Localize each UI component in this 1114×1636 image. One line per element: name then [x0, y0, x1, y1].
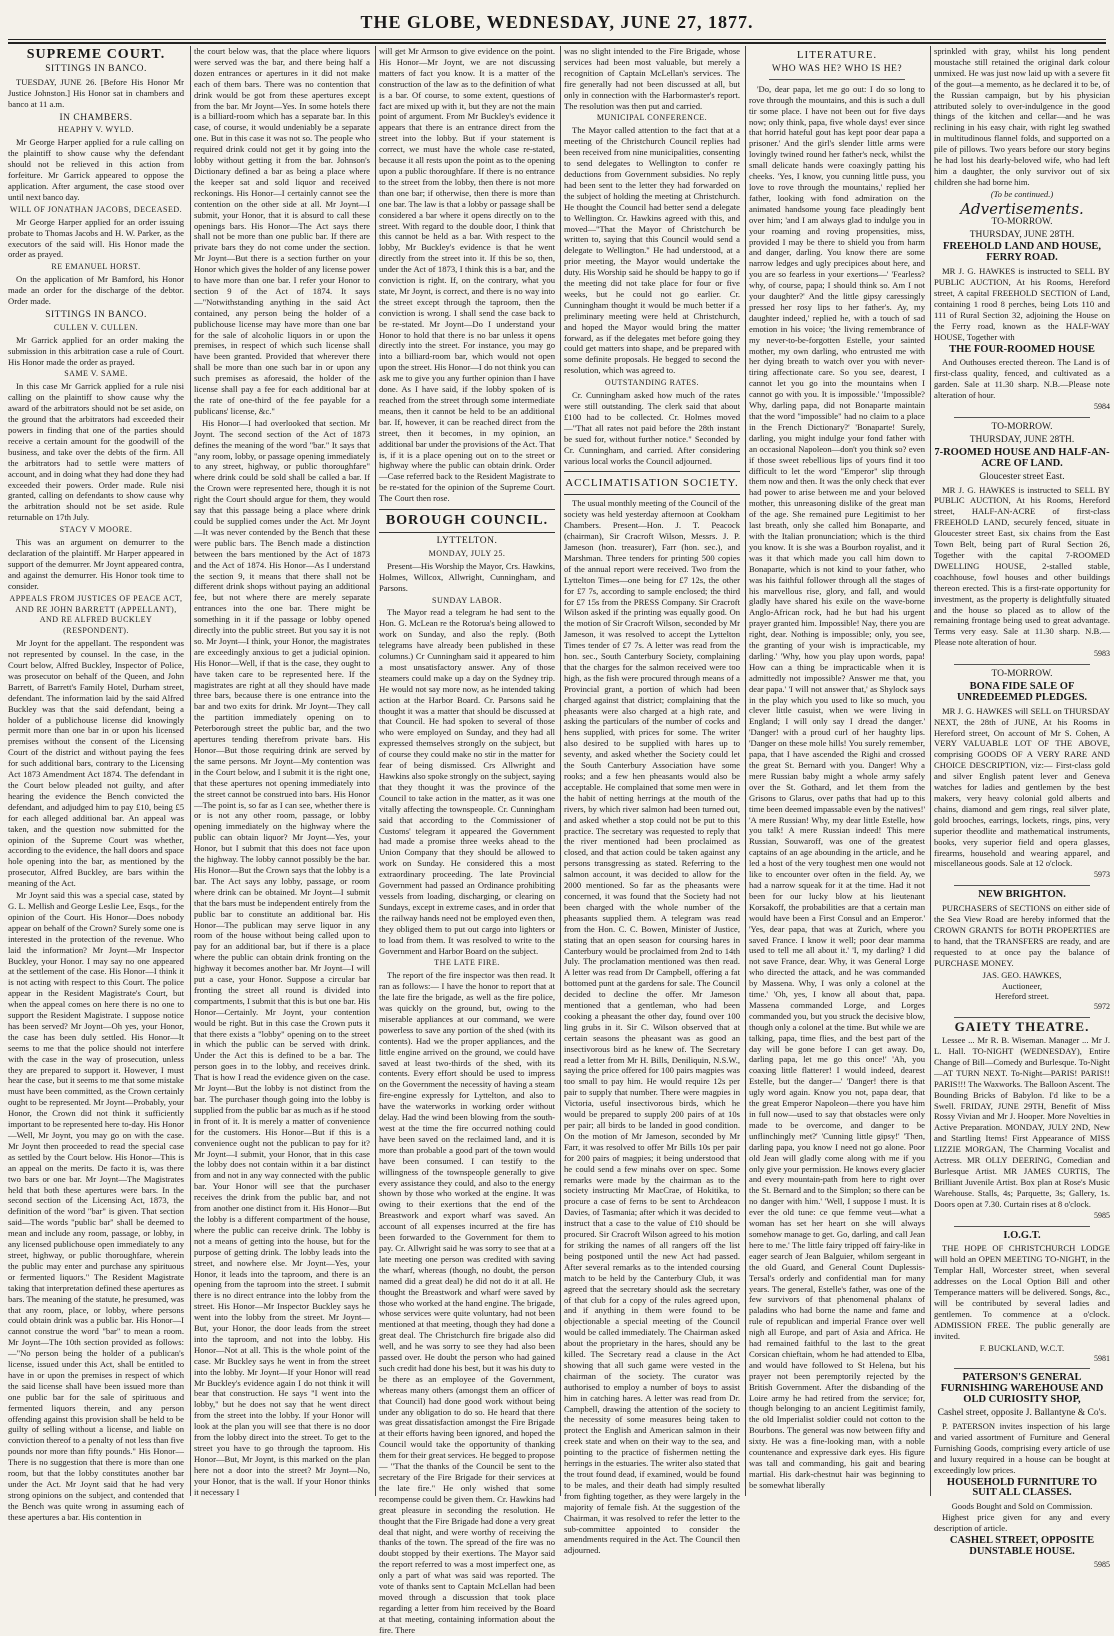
- ad-title: BONA FIDE SALE OF UNREDEEMED PLEDGES.: [956, 680, 1088, 703]
- case-title: APPEALS FROM JUSTICES OF PEACE ACT, AND RE JOHN BARRETT (APPELLANT), AND RE ALFRED BUCKLEY (RESPONDENT).: [9, 593, 183, 636]
- ad-number: 5985: [1094, 1210, 1110, 1220]
- article-paragraph: In this case Mr Garrick applied for a rule nisi calling on the plaintiff to show cause why the award of the arbitrators should not be set aside, on the ground that the arbitrators had exceeded their powers in finding that one of the parties should receive a certain amount for the goodwill of the business, and take over the debts of the firm. All the arbitrators had to settle were matters of account, and in doing what they had done they had exceeded their powers. Order made. Rule nisi granted, calling on defendants to show cause why the arbitration should not be set aside. Rule returnable on 17th July.: [8, 381, 184, 523]
- masthead-rule: [8, 39, 1106, 40]
- column-advertisements: [934, 46, 1110, 1569]
- article-date: MONDAY, JULY 25.: [428, 548, 506, 558]
- article-paragraph: The usual monthly meeting of the Council of the society was held yesterday afternoon at Cookham Chambers. Present—Hon. J. T. Peacock (chairman), Sir Cracroft Wilson, Messrs. J. P. Jameson (hon. treasurer), Farr (hon. sec.), and Marshman. Three tenders for printing 500 copies of the annual report were received. Two from the Lyttelton Times—one being for £7 12s, the other for £7 7s, according to sample enclosed; the third for £7 15s from the PRESS Company. Sir Cracroft Wilson asked if the printing was equally good. On the motion of Sir Cracroft Wilson, seconded by Mr Jameson, it was resolved to accept the Lyttelton Times tender of £7 7s. A letter was read from the hon. sec., South Canterbury Society, complaining that the charges for the salmon received were too high, as the fish were procured through means of a Provincial grant, a portion of which had been charged against that district; complaining that the pheasants were also charged at a high rate, and asking the particulars of the number of cocks and hens supplied, with prices for some. The writer also desired to be supplied with hares up to seventy, and asked whether the Society could let the South Canterbury Association have some rooks; and a few hen pheasants would also be acceptable. He complained that some men were in the habit of netting herrings at the mouth of the rivers, by which river salmon had been turned out, and asked whether a stop could not be put to this practice. The secretary was requested to reply that the river mentioned had been proclaimed as closed, and that action could be taken against any persons transgressing as stated. Referring to the salmon account, it was decided to allow for the 2000 mentioned. So far as the pheasants were concerned, it was found that the Society had not been charged with the whole number of the pheasants supplied them. A telegram was read from the Hon. C. C. Bowen, Minister of Justice, stating that an open season for coursing hares in Canterbury would be proclaimed from 2nd to 14th July. The proclamation mentioned was then read. A letter was read from Dr Campbell, offering a fat bottomed punt at the gardens for sale. The Council decided to decline the offer. Mr Jameson mentioned that a gentleman, who had been cooking a pheasant the other day, found over 100 ling grubs in it. Sir C. Wilson observed that at certain seasons the pheasant was as good an insectivorous bird as he knew of. The Secretary read a letter from Mr H. Bills, Deniliquin, N.S.W., saying the price offered for 100 pairs magpies was too small to pay him. He would require 12s per pair to supply that number. There were magpies in Victoria, useful insectivorous birds, which he would be prepared to supply 200 pairs of at 10s per pair; all birds to be landed in good condition. On the motion of Mr Jameson, seconded by Mr Farr, it was resolved to offer Mr Bills 10s per pair for 200 pairs of magpies; it being understood that he could send a few minahs over on spec. Some remarks were made by the chairman as to the society instructing Mr MacCrae, of Hokitika, to procure a case of ferns to be sent to Archdeacon Davies, of Tasmania; after which it was decided to instruct that a case to the value of £10 should be procured. Sir Cracroft Wilson agreed to his motion for striking the names of all rangers off the list being postponed until the new Act had passed. After several remarks as to the intended coursing match to be held by the Canterbury Club, it was agreed that the secretary should ask the secretary of that club for a copy of the rules agreed upon, and if anything in them were found to be objectionable a special meeting of the Council would be called immediately. The Chairman asked about the proprietary in the hares, should any be killed. The Secretary read a clause in the Act showing that all such game were vested in the chairman of the society. The curator was authorised to employ a number of boys to assist him in catching hares. A letter was read from Dr. Campbell, drawing the attention of the society to the necessity of some measures being taken to protect the English and American salmon in their creek state and when on their way to the sea, and pointing to the practice of fishermen netting the herrings in the estuaries. The writer also stated that the trout found dead, if examined, would be found to be males, and their death had simply resulted from fighting together, as they were largely in the majority of female fish. At the suggestion of the Chairman, it was resolved to refer the letter to the sub-committee appointed to consider the amendments required in the Act. The Council then adjourned.: [564, 498, 740, 1556]
- column-separator: [190, 46, 191, 1496]
- section-subheading: THE LATE FIRE.: [434, 958, 500, 968]
- ad-location: Gloucester street East.: [979, 471, 1065, 482]
- article-paragraph: Mr George Harper applied for a rule calling on the plaintiff to show cause why the defendant should not be relieved in this action from forfeiture. Mr Garrick appeared to oppose the application. After argument, the case stood over until next banco day.: [8, 137, 184, 202]
- section-subheading: SUNDAY LABOR.: [432, 595, 502, 605]
- ad-title: PATERSON'S GENERAL FURNISHING WAREHOUSE AND OLD CURIOSITY SHOP,: [940, 1372, 1104, 1406]
- divider: [954, 664, 1090, 665]
- article-paragraph: was no slight intended to the Fire Brigade, whose services had been most valuable, but merely a recognition of Captain McLellan's services. The fire generally had not been discussed at all, but only in connection with the Harbormaster's report. The resolution was then put and carried.: [564, 46, 740, 111]
- ad-subtitle: HOUSEHOLD FURNITURE TO SUIT ALL CLASSES.: [946, 1476, 1098, 1499]
- case-title: STACY V MOORE.: [59, 525, 133, 535]
- ad-title: FREEHOLD LAND AND HOUSE, FERRY ROAD.: [942, 241, 1102, 264]
- section-heading: ACCLIMATISATION SOCIETY.: [565, 477, 739, 490]
- column-separator: [745, 46, 746, 1496]
- divider: [954, 417, 1090, 418]
- ad-number: 5983: [1094, 649, 1110, 659]
- ad-signature: JAS. GEO. HAWKES,: [982, 969, 1062, 980]
- masthead: [0, 4, 1114, 44]
- article-paragraph: Mr Joynt for the appellant. The respondent was not represented by counsel. In the case, in the Court below, Alfred Buckley, Inspector of Police, was prosecutor on behalf of the Queen, and John Barrett, of Barrett's Family Hotel, Durham street, defendant. The information laid by the said Alfred Buckley was that the said defendant, being a holder of a publichouse license did knowingly permit more than one bar in or upon his licensed premises without the consent of the Licensing Court of the district and without paying the fees for such additional bars, contrary to the Licensing Act 1873 Amendment Act 1874. The defendant in the Court below pleaded not guilty, and after hearing the evidence the Bench convicted the defendant, and adjudged him to pay £10, being £5 for each alleged additional bar. An appeal was taken, and the question now submitted for the opinion of the Supreme Court was whether, according to the evidence, the hall doors and space hole opening into the bar, as mentioned by the prosecutor, Alfred Buckley, are bars within the meaning of the Act.: [8, 638, 184, 889]
- ad-location: Cashel street, opposite J. Ballantyne & Co's.: [937, 1408, 1107, 1419]
- article-paragraph: His Honor—I had overlooked that section. Mr Joynt. The second section of the Act of 1873 defines the meaning of the word "bar." It says that "any room, lobby, or passage opening immediately to any street, highway, or public thoroughfare" where drink could be sold shall be called a bar. If the Crown were represented here, though it is not right the Court should argue for them, they would say that this passage being a place where drink could be supplied comes under the Act. Mr Joynt—It was never contended by the Bench that these were public bars. The Bench made a distinction between the bars mentioned by the Act of 1873 and the Act of 1874. His Honor—As I understand the section 9, it means that there shall not be different drink shops without paying an additional fee, but not where there are merely separate entrances into the one bar. There might be something in it if the passage or lobby opened directly into the public street. But you say it is not so. Mr Joynt—I think, your Honor, the magistrates are exceedingly anxious to get a judicial opinion. His Honor—Well, if that is the case, they ought to have taken care to be represented here. If the magistrates are right at all they should have made three bars, because there is one entrance into the bar and two exits for drink. Mr Joynt—They call the partition immediately opening on to Peterborough street the public bar, and the two apertures tending therefrom private bars. His Honor—But those requiring drink are served by the same persons. Mr Joynt—My contention was in the Court below, and I submit it is the right one, that these apertures not opening immediately into the street cannot be construed into bars. His Honor—The point is, so far as I can see, whether there is or is not any other room, passage, or lobby opening immediately on the highway where the public can obtain liquor? Mr Joynt—Yes, your Honor, but I submit that this does not face upon the highway. The lobby cannot possibly be the bar. His Honor—But the Crown says that the lobby is a bar. The Act says any lobby, passage, or room where drink can be obtained. Mr Joynt—I submit that the bars must be independent entirely from the public bar to constitute an additional bar. His Honor—The publican may serve liquor in any room of the house without being called upon to pay for an additional bar, but if there is a place where the public can obtain drink fronting on the highway it becomes another bar. Mr Joynt—I will put a case, your Honor. Suppose a circular bar fronting the street all round is divided into compartments, I submit that this is but one bar. His Honor—Certainly. Mr Joynt, your contention would be right. But in this case the Crown puts it that there exists a "lobby" opening on to the street in which the public can be served with drink. Under the Act this is defined to be a bar. The person goes in to the lobby, and receives drink. That is how I read the evidence given on the case. Mr Joynt—But the lobby is not distinct from the bar. The purchaser though going into the lobby is supplied from the public bar as much as if he stood in front of it. It is merely a matter of convenience for the customers. His Honor—But if this is a convenience ought not the publican to pay for it? Mr Joynt—I submit, your Honor, that in this case the lobby does not contain within it a bar distinct from and not in any way connected with the public bar. Your Honor will see that the purchaser receives the drink from the public bar, and not from another one distinct from it. His Honor—But the lobby is a different compartment of the house, where the public can receive drink. The lobby is not a means of getting into the house, but for the purpose of getting drink. The lobby leads into the street, and nowhere else. Mr Joynt—Yes, your Honor, it leads into the taproom, and there is an opening from the taproom into the street. I submit there is no direct entrance into the lobby from the street. His Honor—Mr Inspector Buckley says he went into the lobby from the street. Mr Joynt—But, your Honor, the door leads from the street into the taproom, and not into the lobby. His Honor—Not at all. This is the whole point of the case. Mr Buckley says he went in from the street into the lobby. Mr Joynt—If your Honor will read Mr Buckley's evidence again I do not think it will bear that construction. He says "I went into the lobby," but he does not say that he went direct from the street into the lobby. If your Honor will look at the plan you will see that there is no door from the lobby direct into the street. To get to the street you have to go through the taproom. His Honor—But, Mr Joynt, is this marked on the plan here not a door into the street? Mr Joynt—No, your Honor, that is the wall. If your Honor thinks it necessary I: [194, 417, 370, 1497]
- ad-title: I.O.G.T.: [1003, 1229, 1041, 1241]
- article-paragraph: The report of the fire inspector was then read. It ran as follows:— I have the honor to report that at the late fire the brigade, as well as the fire police, was quickly on the ground, but, owing to the miserable appliances at our command, we were powerless to save any portion of the shed (with its contents). Had we the proper appliances, and the little engine arrived on the ground, we could have saved at least two-thirds of the shed, with its contents. Every effort should be used to impress on the Government the necessity of having a steam fire-engine expressly for Lyttelton, and also to have the waterworks in working order without delay. Had the wind been blowing from the south-west at the time the fire occurred nothing could have been saved on the reclaimed land, and it is more than probable a good part of the town would have been consumed. I can testify to the willingness of the townspeople generally to give every assistance they could, and also to the energy shown by those who worked at the engine. It was owing to their exertions that the end of the Breastwork and export wharf was saved. An account of all expenses incurred at the fire has been forwarded to the Government for them to pay. Cr. Allwright said he was sorry to see that at a late meeting one person was credited with saving the wharf, whereas (though, no doubt, the person named did a great deal) he did not do it at all. He thought the Breastwork and wharf were saved by those who worked at the hand engine. The brigade, whose services were quite voluntary, had not been mentioned at that meeting, though they had done a great deal. The Christchurch fire brigade also did well, and he was sorry to see they had also been passed over. He doubt the person who had gained such credit had done his best, but it was his duty to be there as an employee of the Government, whereas many others (amongst them an officer of that Council) had done good work without being under any obligation to do so. He heard that there was great dissatisfaction amongst the Fire Brigade at their efforts having been ignored, and hoped the Council would take the opportunity of thanking them for their great services. He begged to propose— "That the thanks of the Council be sent to the secretary of the Fire Brigade for their services at the late fire." He only wished that some recompense could be given them. Cr. Hawkins had great pleasure in seconding the resolution. He thought that the Fire Brigade had done a very great deal that night, and were worthy of receiving the thanks of the town. The spread of the fire was no doubt stopped by their exertions. The Mayor said the report referred to was a most imperfect one, as only a part of what was said was reported. The vote of thanks sent to Captain McLellan had been moved through a discussion that took place regarding a letter from him received by the Board at that meeting, containing information about the fire. There: [379, 970, 555, 1635]
- ad-line: Goods Bought and Sold on Commission.: [951, 1501, 1093, 1512]
- section-subheading: OUTSTANDING RATES.: [604, 378, 700, 388]
- section-heading: BOROUGH COUNCIL.: [385, 513, 549, 529]
- case-title: SAME V. SAME.: [64, 369, 128, 379]
- ad-number: 5981: [1094, 1353, 1110, 1363]
- case-title: HEAPHY V. WYLD.: [57, 125, 135, 135]
- article-paragraph: Present—His Worship the Mayor, Crs. Hawkins, Holmes, Willcox, Allwright, Cunningham, and Parsons.: [379, 560, 555, 593]
- masthead-rule-thick: [8, 42, 1106, 44]
- article-paragraph: Mr Garrick applied for an order making the submission in this arbitration case a rule of Court. His Honor made the order as prayed.: [8, 334, 184, 367]
- section-heading: LITERATURE.: [796, 49, 878, 61]
- ad-body: P. PATERSON invites inspection of his large and varied assortment of Furniture and General Furnishing Goods, comprising every article of use and luxury required in a house can be bought at exceedingly low prices.: [934, 1421, 1110, 1475]
- ad-title: NEW BRIGHTON.: [978, 889, 1066, 901]
- ad-body: MR J. G. HAWKES is instructed to SELL BY PUBLIC AUCTION, At his Rooms, Hereford street, HALF-AN-ACRE of first-class FREEHOLD LAND, securely fenced, situate in Gloucester street East, six chains from the East Town Belt, being part of Rural Section 26, Together with the capital 7-ROOMED DWELLING HOUSE, 2-stalled stable, coachhouse, fowl houses and other buildings thereon erected. This is a first-rate opportunity for investment, as the property is delightfully situated and the house so placed as to allow of the remaining frontage being used to great advantage. Terms very easy. Sale at 11.30 sharp. N.B.—Please note alteration of hour.: [934, 484, 1110, 648]
- case-title: RE EMANUEL HORST.: [51, 262, 141, 272]
- article-paragraph: Mr George Harper applied for an order issuing probate to Thomas Jacobs and H. W. Parker, as the executors of the said will. His Honor made the order as prayed.: [8, 216, 184, 260]
- ad-signature: Auctioneer,: [1002, 980, 1042, 991]
- advertisements-heading: Advertisements.: [960, 199, 1084, 218]
- divider: [954, 1017, 1090, 1018]
- ad-number: 5984: [1094, 402, 1110, 412]
- story-title: WHO WAS HE? WHO IS HE?: [771, 63, 903, 74]
- column-literature: [749, 46, 925, 1496]
- story-text: sprinkled with gray, whilst his long pendent moustache still retained the original dark colour unmixed. He was just now laid up with a severe fit of the gout—a memento, as he declared it to be, of the Russian campaign, but by his physician attributed solely to over-indulgence in the good things of the kitchen and cellar—and he was reclining in his easy chair, with right leg swathed in multitudinous flannel folds, and supported on a pile of pillows. Two years before our story begins he had lost his dearly-beloved wife, who had left him a daughter, the only survivor out of six children she had borne him.: [934, 46, 1110, 187]
- article-paragraph: will get Mr Armson to give evidence on the point. His Honor—Mr Joynt, we are not discussing matters of fact you know. It is a matter of the construction of the law as to the definition of what is a bar. Of course, to some extent, questions of fact are mixed up with it, but they are not the main point of argument. From Mr Buckley's evidence it appears that there is an entrance direct from the street into the lobby. But if your statement is correct, we must have the whole case re-stated, because it all rests upon the point as to the opening upon a public thoroughfare. If there is no entrance to the street from the lobby, then there is not more than one bar; if otherwise, then there is more than one bar. The law is that a lobby or passage shall be considered a bar where it opens directly on to the street. With regard to the double door, I think that this cannot be held as a bar. With respect to the lobby, Mr Buckley's evidence is that he went directly from the street into it. If this be so, then, under the Act of 1873, I think this is a bar, and the conviction is right. If, on the contrary, what you state, Mr Joynt, is correct, and there is no way into the street except through the taproom, then the conviction is wrong. I shall send the case back to be re-stated. Mr Joynt—Do I understand your Honor to hold that there is no bar unless it opens directly into the street. For instance, you may go into a billiard-room bar, which would not open upon the street. His Honor—I do not think you can ask me to give you any further opinion than I have done. As I have said, if the lobby spoken of is reached from the street through some intermediate means, then it cannot be held to be an additional bar. If, however, it can be reached direct from the street, then it becomes, in my opinion, an additional bar under the provisions of the Act. That is, if it is a place opening out on to the street or highway where the public can obtain drink. Order—Case referred back to the Resident Magistrate to be re-stated for the opinion of the Supreme Court. The Court then rose.: [379, 46, 555, 504]
- ad-body: Highest price given for any and every description of article.: [934, 1512, 1110, 1534]
- ad-when: TO-MORROW.: [991, 216, 1053, 227]
- article-paragraph: The Mayor read a telegram he had sent to the Hon. G. McLean re the Rotorua's being allowed to work on Sunday, and also the reply. (Both telegrams have already been published in these columns.) Cr Cunningham said it appeared to him a most unsatisfactory answer. Any of those steamers could make up a day on the Sydney trip. He would not say more now, as he intended taking action at the Harbor Board. Cr. Parsons said he thought it was a matter that should be discussed at that Council. He had spoken to several of those who were employed on Sunday, and they had all expressed themselves strongly on the subject, but of course they could make no stir in the matter for fear of being dismissed. Crs Allwright and Hawkins also spoke strongly on the subject, saying that they thought it was the province of the Council to take action in the matter, as it was one vitally affecting the townspeople. Cr. Cunningham said that according to the Commissioner of Customs' telegram it appeared the Government had made a promise three weeks ahead to the Union Company that they should be allowed to work on Sunday. He considered this a most extraordinary proceeding. The late Provincial Government had passed an Ordinance prohibiting vessels from loading, discharging, or clearing on Sundays, except in extreme cases, and in order that the railway hands need not be employed even then, they obliged them to put out cargo into lighters or to load from them. It was resolved to write to the Government and Harbor Board on the subject.: [379, 607, 555, 956]
- ad-when: TO-MORROW.: [991, 669, 1053, 680]
- column-borough-council: [379, 46, 555, 1635]
- ad-body: MR J. G. HAWKES will SELL on THURSDAY NEXT, the 28th of JUNE, At his Rooms in Hereford street, On account of Mr S. Cohen, A VERY VALUABLE LOT OF THE ABOVE, comprising GOODS OF A VERY RARE AND CHOICE DESCRIPTION, viz:— First-class gold and silver English patent lever and Geneva watches for ladies and gentlemen by the best makers, very heavy colonial gold alberts and chains, diamond and gem rings, real silver plate, gold brooches, earrings, lockets, rings, pins, very superior theodlite and mathematical instruments, books, very superior field and opera glasses, firearms, household and wearing apparel, and miscellaneous goods. Sale at 12 o'clock.: [934, 705, 1110, 869]
- column-separator: [930, 46, 931, 1496]
- ad-number: 5985: [1094, 1559, 1110, 1569]
- masthead-title: THE GLOBE, WEDNESDAY, JUNE 27, 1877.: [360, 12, 754, 32]
- column-court-continued: [194, 46, 370, 1496]
- ad-signature: F. BUCKLAND, W.C.T.: [979, 1342, 1065, 1353]
- ad-body: Lessee ... Mr R. B. Wiseman. Manager ... Mr J. L. Hall. TO-NIGHT (WEDNESDAY), Entire Change of Bill—Comedy and Burlesque. To-Night—AT TURN NEXT. To-Night—PARIS! PARIS!! PARIS!!! The Waxworks. The Balloon Ascent. The Bounding Bricks of Babylon. I'd like to be a Swell. FRIDAY, JUNE 29TH, Benefit of Miss Rossy Vivian and Mr J. Hooper. More Novelties in Active Preparation. MONDAY, JULY 2ND, New and Startling Items! First Appearance of MISS LIZZIE MORGAN, The Charming Vocalist and Actress. MR OLLY DEERING, Comedian and Burlesque Artist. MR JAMES CURTIS, The Brilliant Juvenile Artist. Box plan at Rose's Music Warehouse. Stalls, 4s; Parquette, 3s; Gallery, 1s. Doors open at 7.30. Curtain rises at 8 o'clock.: [934, 1035, 1110, 1209]
- section-heading: SUPREME COURT.: [26, 47, 166, 62]
- ad-title: GAIETY THEATRE.: [954, 1019, 1090, 1035]
- ad-title: 7-ROOMED HOUSE AND HALF-AN-ACRE OF LAND.: [934, 446, 1110, 469]
- section-subheading: LYTTELTON.: [436, 535, 498, 546]
- divider: [954, 1368, 1090, 1369]
- column-separator: [560, 46, 561, 1496]
- section-subheading: SITTINGS IN BANCO.: [45, 309, 147, 320]
- section-subheading: IN CHAMBERS.: [59, 112, 133, 123]
- ad-number: 5973: [1094, 870, 1110, 880]
- case-title: WILL OF JONATHAN JACOBS, DECEASED.: [9, 204, 183, 214]
- divider: [769, 79, 905, 80]
- article-paragraph: This was an argument on demurrer to the declaration of the plaintiff. Mr Harper appeared in support of the demurrer. Mr Joynt appeared contra, and against the demurrer. His Honor took time to consider.: [8, 537, 184, 591]
- ad-date: THURSDAY, JUNE 28TH.: [969, 434, 1075, 445]
- to-be-continued: (To be continued.): [990, 188, 1054, 199]
- article-paragraph: Cr. Cunningham asked how much of the rates were still outstanding. The clerk said that about £100 had to be collected. Cr. Holmes moved—"That all rates not paid before the 28th instant be sued for, without further notice." Seconded by Cr. Cunningham, and carried. After considering various local works the Council adjourned.: [564, 390, 740, 466]
- ad-footer: CASHEL STREET, OPPOSITE DUNSTABLE HOUSE.: [949, 1535, 1095, 1557]
- column-separator: [375, 46, 376, 1496]
- ad-body: PURCHASERS of SECTIONS on either side of the Sea View Road are hereby informed that the CROWN GRANTS for BOTH PROPERTIES are to hand, that the TRANSFERS are ready, and are requested to at once pay the balance of PURCHASE MONEY.: [934, 903, 1110, 968]
- ad-signature: Hereford street.: [995, 991, 1049, 1002]
- case-title: CULLEN V. CULLEN.: [53, 322, 139, 332]
- divider: [954, 885, 1090, 886]
- ad-when: TO-MORROW.: [991, 422, 1053, 432]
- divider: [954, 1226, 1090, 1227]
- column-supreme-court: [8, 46, 184, 1522]
- story-text: 'Do, dear papa, let me go out: I do so long to rove through the mountains, and this is such a dull tir some place. I have not been out for five days now; only think, papa, five whole days! ever since that horrid hateful gout has kept poor dear papa a prisoner.' And the girl's slender little arms were lovingly twined round her father's neck, whilst the small delicate hands were coaxingly patting his cheeks. 'Yes, I know, you cunning little puss, you love to rove through the mountains,' replied her father, looking with fond admiration on the animated handsome young face pleadingly bent over him; 'and I am always glad to indulge you in your roaming and roving propensities, miss, provided I may be there to shield you from harm and danger, darling. You know there are some narrow ledges and ugly precipices about here, and you are so fearless in your exertions—' 'Fearless? why, of course, papa; I should think so. Am I not your daughter?' And the little gipsy caressingly pressed her rosy lips to her father's. Ay, my daughter indeed,' replied he, with a touch of sad emotion in his voice; 'the living remembrance of my never-to-be-forgotten Estelle, your sainted mother, my own darling, who entrusted me with her dying breath to watch over you with never-tiring affectionate care. So you see, dearest, I cannot let you go into the mountains when I cannot go with you. It is impossible.' 'Impossible? Why, darling papa, did not Bonaparte maintain that the word "impossible" had no claim to a place in the French Dictionary?' 'Bonaparte! Surely, darling, you might indulge your fond father with an occasional Napoleon—don't you think so? even if those sweet rebellious lips of yours find it too difficult to let the word "Emperor" slip through them now and then. It was the only check that ever had power to arise between me and your beloved mother, this unreasoning dislike of the great man of the age. She remained pure Legitimist to her last breath, only she called him Bonaparte, and with the Italian pronunciation; which is the third you know. It is she was a Bourbon royalist, and it was it that which made you call him down to Bonaparte, which is not kind to your father, who was his faithful follower through all the stages of his marvellous rise, glory, and fall, and would gladly have shared his exile on the wave-borne Anglo-African rock, had he but had his urgent prayer granted him. Impossible! Nay, there you are right, dear. Nothing is impossible; only, you see, the granting of your wish is impracticable, my darling.' 'Why, how you play upon words, papa! How can a thing be impracticable when it is admittedly not impossible? Answer me that, you dear papa.' 'I will not answer that,' as Shylock says in the play which you used to like so much, you clever little casuist, when we were living in England; I will only say I dread the danger.' 'Danger! with a proud curl of her haughty lips. 'Danger on these mole hills! You surely remember, papa, that I have ascended the Righi and crossed the great St. Bernard with you. Danger! Why a mere Russian baby might a whole army safely over the St. Gothard, and let them from the Grisons to Glarus, over paths that had up to this time been deemed impassable even by the natives!' 'A mere Russian! Why, my dear little Estelle, how you talk! A mere Russian indeed! This mere Russian, Souwaroff, was one of the greatest captains of an age abounding in the article, and he led a host of the very toughest men one would not like to encounter over often in the field. Ay, we had a narrow squeak for it at the time. Had it not been for our lucky blow at his lieutenant Korsakoff, the probabilities are that a certain man would have been a First Consul and an Emperor.' 'Yes, dear papa, that was at Zurich, where you saved France. I know it well; poor dear mamma used to tell me all about it.' 'I, my darling? I did not save France, dear. Why, it was General Lorge who directed the attack, and he was commanded by Massena. Why, I was only a colonel at the time.' 'Oh, yes, I know all about that, papa. Massena commanded Lorge, and Lorges commanded you, but you struck the decisive blow, though only a colonel at the time. But while we are talking, papa, time flies, and the best part of the day will be gone before I can get away. Do, darling papa, let me go this once!' 'Ah, you coaxing little flatterer! I would indeed, dearest Estelle, but the danger—' 'Danger! there is that ugly word again. Know you not, papa dear, that the great Emperor Napoleon—there you have him in full now—used to say that obstacles were only made to be overcome, and danger to be unflinchingly met?' 'Cunning little gipsy!' 'Then, darling papa, you know I need not go alone. Poor old Jean will gladly come along with me if you only give your permission. He knows every glacier and every mountain-path from here to right over the St. Bernard and to the Simplon; so there can be no danger with him.' 'Well, I suppose I must. It is ever the old tune: ce que femme veut—what a woman has set her heart on she will always somehow manage to get. Go, darling, and call Jean here to me.' The little fairy tripped off fairy-like in eager search of Jean Balguier, whilom sergeant in the old Guard, and General Count Duplessis-Tersal's orderly and confidential man for many years. The general, Estelle's father, was one of the few survivors of that phenomenal phalanx of paladins who had borne the name and fame and rule of republican and imperial France over well nigh all Europe, and part of Asia and Africa. He had remained faithful to the last to the great Corsican chieftain, whom he had attended to Elba, and would have followed to St Helena, but his prayer not been peremptorily rejected by the British Government. After the disbanding of the Loire army he had retired from the service; for, though belonging to an ancient Legitimist family, the old Imperialist soldier could not cotton to the Bourbons. The general was now between fifty and sixty. He was a fine-looking man, with a noble countenance and expressive dark eyes. His figure was tall and commanding, his gait and bearing martial. His dark-chestnut hair was beginning to be somewhat liberally: [749, 83, 925, 1490]
- ad-subtitle: THE FOUR-ROOMED HOUSE: [949, 343, 1095, 355]
- article-paragraph: TUESDAY, JUNE 26. [Before His Honor Mr Justice Johnston.] His Honor sat in chambers and banco at 11 a.m.: [8, 76, 184, 109]
- ad-body: MR J. G. HAWKES is instructed to SELL BY PUBLIC AUCTION, At his Rooms, Hereford street, A capital FREEHOLD SECTION of Land, containing 1 rood 8 perches, being Lots 110 and 111 of Rural Section 32, adjoining the House on the Ferry road, known as the HALF-WAY HOUSE, Together with: [934, 266, 1110, 342]
- section-subheading: SITTINGS IN BANCO.: [45, 63, 147, 74]
- article-paragraph: the court below was, that the place where liquors were served was the bar, and there being half a dozen entrances or apertures in it did not make each of them bars. There was no contention that drink would be got from these apertures except from the bar. Mr Joynt—Yes. In some hotels there is a billiard-room which has a separate bar. In this case, of course, it would undeniably be a separate one. But in this case it was not so. The people who required drink could not get it by going into the lobby without getting it from the bar. Johnson's Dictionary defined a bar as being a place where the keeper sat and sold liquor and received reckonings. His Honor—I certainly cannot see the contention on the other side at all. Mr Joynt—I submit, your Honor, that it is absurd to call these openings bars. His Honor—The Act says there shall not be more than one public bar. If there are private bars they do not come under the section. Mr Joynt—But there is a section further on your Honor which gives the holder of any license power to have more than one bar. I refer your Honor to section 9 of the Act of 1874. It says—"Notwithstanding anything in the said Act contained, any person being the holder of a publichouse license may have more than one bar for the sale of alcoholic liquors in or upon the premises, in respect of which such license shall have been granted. Provided that wherever there shall be more than one such bar in or upon any such premises as aforesaid, the holder of the license shall pay a fee for each additional bar at the rate of one-third of the fee payable for a publicans' license, &c.": [194, 46, 370, 416]
- ad-body: And Outhouses erected thereon. The Land is of first-class quality, fenced, and cultivated as a garden. Sale at 11.30 sharp. N.B.—Please note alteration of hour.: [934, 357, 1110, 401]
- column-acclimatisation: [564, 46, 740, 1556]
- ad-number: 5972: [1094, 1002, 1110, 1012]
- section-subheading: MUNICIPAL CONFERENCE.: [596, 113, 708, 123]
- article-paragraph: On the application of Mr Bamford, his Honor made an order for the discharge of the debtor. Order made.: [8, 274, 184, 307]
- article-paragraph: The Mayor called attention to the fact that at a meeting of the Christchurch Council replies had been received from nine municipalities, consenting to send delegates to Wellington to confer re deductions from Government subsidies. No reply had been sent to the letter they had forwarded on the subject of holding the meeting at Christchurch. He thought the Council had better send a delegate to Wellington. Cr. Hawkins agreed with this, and moved—"That the Mayor of Christchurch be written to, saying that this Council would send a delegate to Wellington." He had understood, at a prior meeting, the Mayor would undertake the duty. His Worship said he should be happy to go if the meeting did not take place for four or five weeks, but he could not go earlier. Cr. Cunningham thought it would be much better if a preliminary meeting were held at Christchurch, and hoped the Mayor would bring the matter forward, as if the delegates met before going they could get matters into shape, and be prepared with some definite proposals. He begged to second the resolution, which was agreed to.: [564, 125, 740, 376]
- ad-date: THURSDAY, JUNE 28TH.: [969, 229, 1075, 240]
- ad-body: THE HOPE OF CHRISTCHURCH LODGE will hold an OPEN MEETING TO-NIGHT, in the Templar Hall, Worcester street, when several addresses on the Local Option Bill and other Temperance matters will be delivered. Songs, &c., will be contributed by several ladies and gentlemen. To commence at a o'clock. ADMISSION FREE. The public generally are invited.: [934, 1243, 1110, 1341]
- article-paragraph: Mr Joynt said this was a special case, stated by G. L. Mellish and George Leslie Lee, Esqs., for the opinion of the Court. His Honor—Does nobody appear on behalf of the Crown? Surely some one is interested in the protection of the revenue. Who laid the information? Mr Joynt—Mr Inspector Buckley, your Honor. I may say no one appeared at the settlement of the case. His Honor—I think it is not acting with respect to this Court. The police appear in the Resident Magistrate's Court, but when the appeal comes on here there is no one to support the Resident Magistrate. I suppose notice has been served? Mr Joynt—Oh yes, your Honor, the case has been duly settled. His Honor—It seems to me that the police should not interfere with the case in the way of prosecution, unless they are prepared to support it. However, I must hear the case, but it seems to me that some mistake must have been committed, as the Crown certainly ought to be represented. Mr Joynt—Probably, your Honor, the Crown did not think it sufficiently important to be represented here to-day. His Honor—Well, Mr Joynt, you may go on with the case. Mr Joynt then proceeded to read the special case as settled by the Court below. His Honor—This is an appeal on the merits. De facto it is, was there two bars or one bar. Mr Joynt—The Magistrates held that both these apertures were bars. In the second section of the Licensing Act, 1873, the definition of the word "bar" is given. That section said—The words "public bar" shall be deemed to mean and include any room, passage, or lobby, in any licensed publichouse open immediately to any street, highway, or public thoroughfare, wherein the public may enter and purchase any spirituous or fermented liquors." The Resident Magistrate taking that interpretation defined these apertures as bars. The meaning of the statute, he presumed, was that any room, place, or lobby, where persons could obtain drink was a public bar. His Honor—I cannot construe the word "bar" to mean a room. Mr Joynt—The 10th section provided as follows:—"No person being the holder of a publican's license, issued under this Act, shall be entitled to have in or upon the premises in respect of which the said license shall have been issued more than one public bar for the sale of spirituous and fermented liquors therein, and any person offending against this provision shall be held to be guilty of selling without a license, and liable on conviction thereof to a penalty of not less than five pounds nor more than fifty pounds." His Honor—There is no suggestion that there is more than one room, but that the lobby constitutes another bar under the Act. Mr Joynt said that he had very strong opinions on the subject, and contended that the Bench was quite wrong in assuming each of these apertures a bar. His contention in: [8, 890, 184, 1522]
